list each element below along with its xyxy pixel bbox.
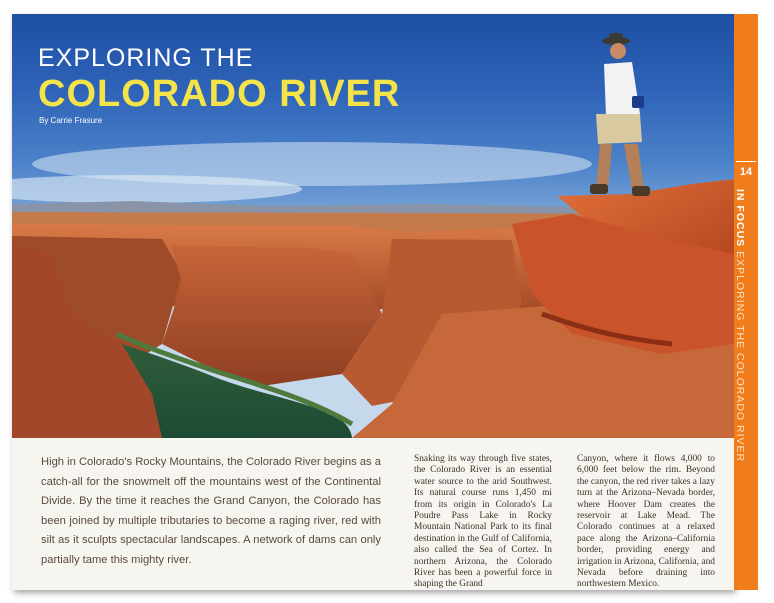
section-name: IN FOCUS bbox=[734, 189, 746, 248]
hiker-figure bbox=[590, 33, 650, 196]
magazine-page bbox=[12, 14, 734, 590]
title-line-1: EXPLORING THE bbox=[38, 44, 254, 72]
body-column-1: Snaking its way through five states, the Colorado River is an essential water source to the arid Southwest. Its natural course runs 1,450 mi from its origin in Colorado's La Poudre Pass Lake in Rocky Mountain National Park to its final destination in the Gulf of California, also called the Sea of Cortez. In northern Arizona, the Colorado River has been a powerful force in shaping the Grand bbox=[414, 454, 552, 590]
byline: By Carrie Frasure bbox=[39, 116, 103, 125]
article-title bbox=[38, 44, 400, 116]
tab-divider bbox=[736, 161, 756, 162]
section-subtitle: EXPLORING THE COLORADO RIVER bbox=[734, 251, 746, 463]
title-line-2: COLORADO RIVER bbox=[38, 73, 401, 115]
body-column-2: Canyon, where it flows 4,000 to 6,000 feet below the rim. Beyond the canyon, the red river takes a lazy turn at the Arizona–Nevada border, where Hoover Dam creates the reservoir at Lake Mead. The Colorado continues at a relaxed pace along the Arizona–California border, providing energy and irrigation in Arizona, California, and Nevada before draining into northwestern Mexico. bbox=[577, 454, 715, 590]
canyon-photo bbox=[12, 14, 734, 438]
page-number: 14 bbox=[739, 166, 753, 178]
section-tab bbox=[734, 14, 758, 590]
intro-paragraph: High in Colorado's Rocky Mountains, the Colorado River begins as a catch-all for the snowmelt off the mountains west of the Continental Divide. By the time it reaches the Grand Canyon, the Colorado has been joined by multiple tributaries to become a raging river, red with silt as it sculpts spectacular landscapes. A network of dams can only partially tame this mighty river. bbox=[41, 456, 381, 566]
section-label bbox=[734, 189, 746, 462]
